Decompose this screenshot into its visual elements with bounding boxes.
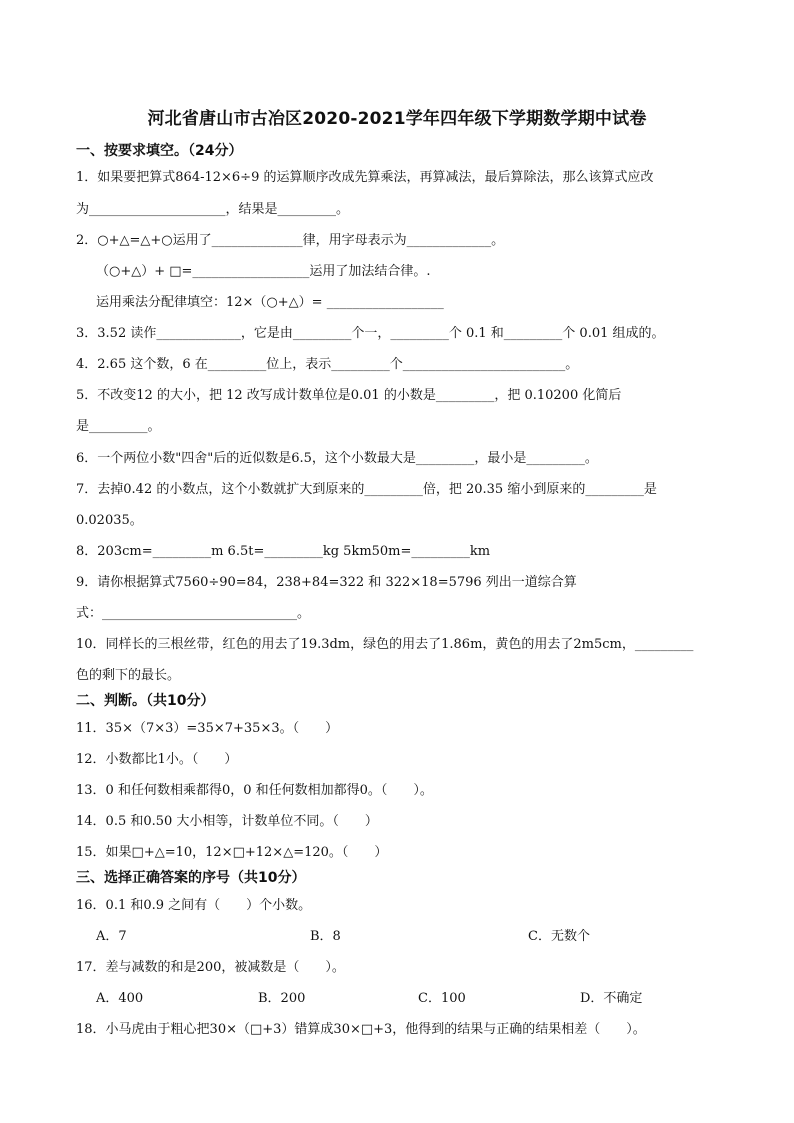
question-12: 12．小数都比1小。（ ） (76, 752, 238, 767)
question-6: 6．一个两位小数"四舍"后的近似数是6.5，这个小数最大是_________，最小是_________。 (76, 451, 598, 466)
question-10-line-1: 10．同样长的三根丝带，红色的用去了19.3dm，绿色的用去了1.86m，黄色的用去了2m5cm，_________ (76, 637, 694, 652)
question-7-line-1: 7．去掉0.42 的小数点，这个小数就扩大到原来的_________倍，把 20.35 缩小到原来的_________是 (76, 482, 657, 497)
question-17: 17．差与减数的和是200，被减数是（ ）。 (76, 960, 345, 975)
question-16: 16．0.1 和0.9 之间有（ ）个小数。 (76, 898, 312, 913)
page-title: 河北省唐山市古冶区2020-2021学年四年级下学期数学期中试卷 (147, 109, 647, 129)
question-5-line-2: 是_________。 (76, 419, 161, 434)
question-2-line-2: （○+△）+ □=__________________运用了加法结合律。. (96, 264, 431, 279)
question-1-line-2: 为_____________________，结果是_________。 (76, 202, 350, 217)
section-heading-fill-in: 一、按要求填空。（24分） (76, 143, 243, 159)
section-heading-true-false: 二、判断。（共10分） (76, 693, 215, 709)
question-10-line-2: 色的剩下的最长。 (76, 668, 181, 683)
question-11: 11．35×（7×3）=35×7+35×3。（ ） (76, 721, 339, 736)
q17-option-a: A．400 (96, 991, 144, 1006)
question-9-line-1: 9．请你根据算式7560÷90=84，238+84=322 和 322×18=5796 列出一道综合算 (76, 575, 577, 590)
q17-option-b: B．200 (258, 991, 306, 1006)
question-1-line-1: 1．如果要把算式864-12×6÷9 的运算顺序改成先算乘法，再算减法，最后算除法，那么该算式应改 (76, 170, 654, 185)
question-2-line-3: 运用乘法分配律填空：12×（○+△）= __________________ (96, 295, 444, 310)
question-15: 15．如果□+△=10，12×□+12×△=120。（ ） (76, 845, 388, 860)
question-4: 4．2.65 这个数，6 在_________位上，表示_________个_________________________。 (76, 357, 579, 372)
question-5-line-1: 5．不改变12 的大小，把 12 改写成计数单位是0.01 的小数是_________，把 0.10200 化简后 (76, 388, 622, 403)
question-8: 8．203cm=_________m 6.5t=_________kg 5km50m=_________km (76, 544, 491, 559)
question-2-line-1: 2．○+△=△+○运用了______________律，用字母表示为_____________。 (76, 233, 505, 248)
q16-option-a: A．7 (96, 929, 127, 944)
question-13: 13．0 和任何数相乘都得0，0 和任何数相加都得0。（ ）。 (76, 783, 433, 798)
section-heading-multiple-choice: 三、选择正确答案的序号（共10分） (76, 870, 306, 886)
q16-option-b: B．8 (310, 929, 341, 944)
q16-option-c: C．无数个 (528, 929, 590, 944)
question-14: 14．0.5 和0.50 大小相等，计数单位不同。（ ） (76, 814, 378, 829)
question-7-line-2: 0.02035。 (76, 513, 143, 528)
question-9-line-2: 式：______________________________。 (76, 606, 311, 621)
q17-option-d: D．不确定 (580, 991, 643, 1006)
question-18: 18．小马虎由于粗心把30×（□+3）错算成30×□+3，他得到的结果与正确的结果相差（ ）。 (76, 1022, 646, 1037)
question-3: 3．3.52 读作_____________，它是由_________个一，_________个 0.1 和_________个 0.01 组成的。 (76, 326, 665, 341)
q17-option-c: C．100 (418, 991, 466, 1006)
